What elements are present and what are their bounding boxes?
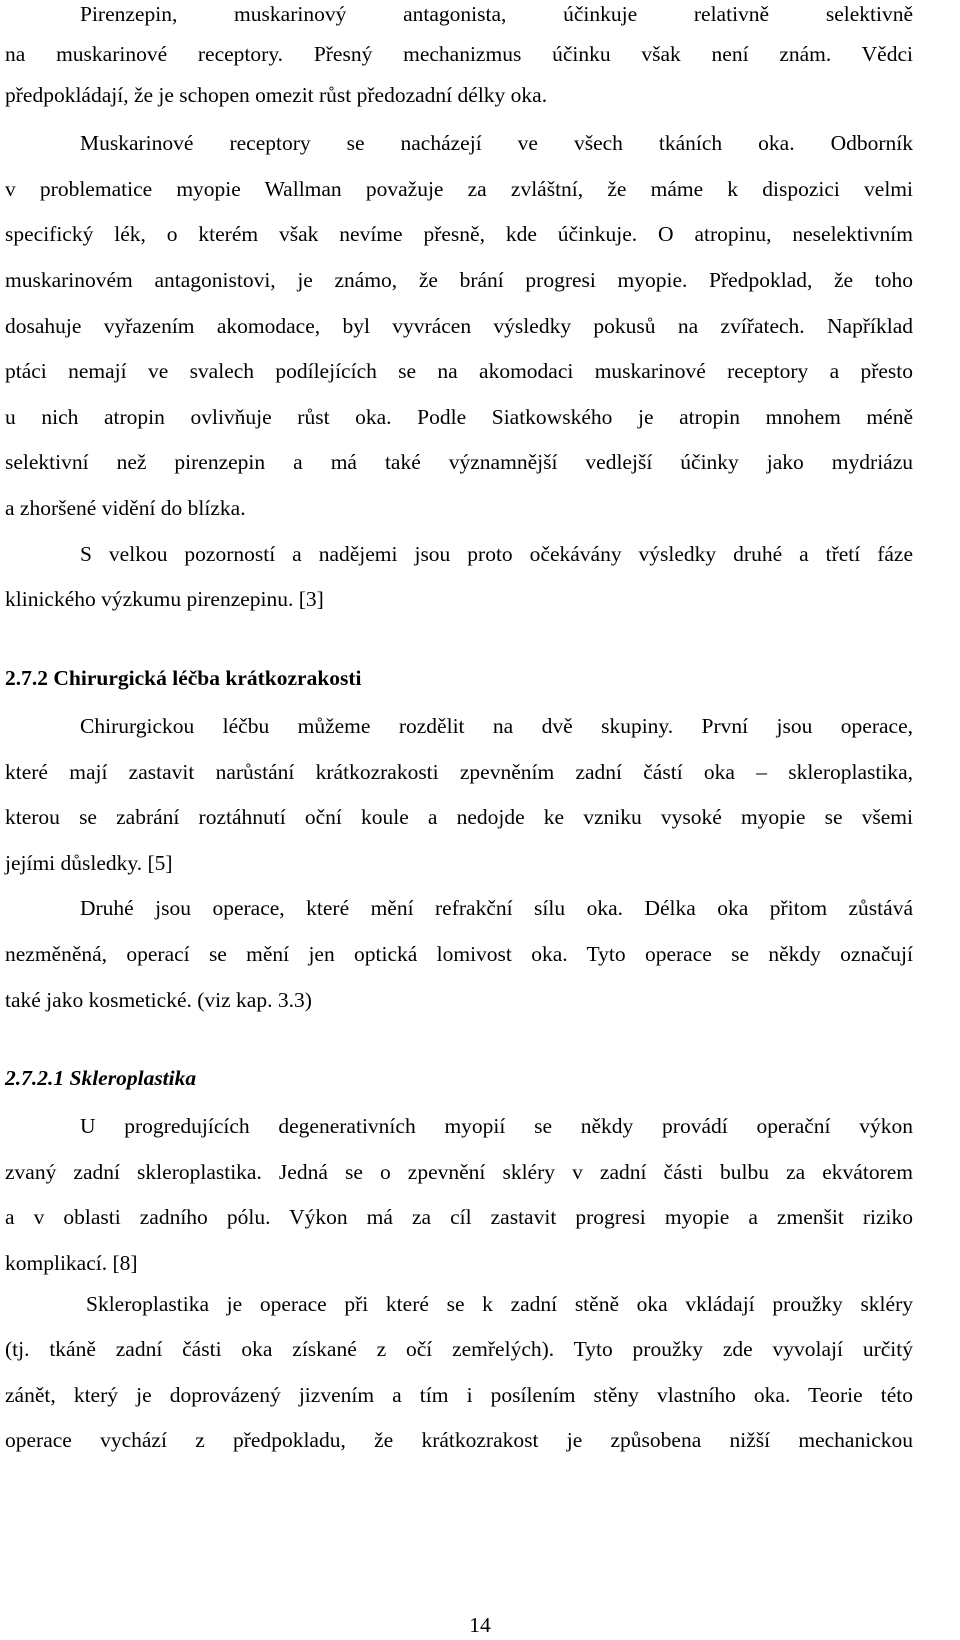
text-line: komplikací. [8] [5,1251,138,1275]
page-number: 14 [469,1613,491,1637]
text-line: Druhé jsou operace, které mění refrakční sílu oka. Délka oka přitom zůstává [80,896,913,920]
text-line: kterou se zabrání roztáhnutí oční koule a nedojde ke vzniku vysoké myopie se všemi [5,805,913,829]
text-line: u nich atropin ovlivňuje růst oka. Podle Siatkowského je atropin mnohem méně [5,405,913,429]
text-line: v problematice myopie Wallman považuje za zvláštní, že máme k dispozici velmi [5,177,913,201]
text-line: klinického výzkumu pirenzepinu. [3] [5,587,324,611]
text-line: selektivní než pirenzepin a má také významnější vedlejší účinky jako mydriázu [5,450,913,474]
text-line: jejími důsledky. [5] [5,851,173,875]
text-line: a v oblasti zadního pólu. Výkon má za cíl zastavit progresi myopie a zmenšit riziko [5,1205,913,1229]
text-line: na muskarinové receptory. Přesný mechanizmus účinku však není znám. Vědci [5,42,913,66]
text-line: zánět, který je doprovázený jizvením a tím i posílením stěny vlastního oka. Teorie této [5,1383,913,1407]
text-line: Skleroplastika je operace při které se k zadní stěně oka vkládají proužky skléry [86,1292,913,1316]
text-line: také jako kosmetické. (viz kap. 3.3) [5,988,312,1012]
text-line: (tj. tkáně zadní části oka získané z očí zemřelých). Tyto proužky zde vyvolají určitý [5,1337,913,1361]
text-line: U progredujících degenerativních myopií se někdy provádí operační výkon [80,1114,913,1138]
text-line: operace vychází z předpokladu, že krátkozrakost je způsobena nižší mechanickou [5,1428,913,1452]
text-line: specifický lék, o kterém však nevíme přesně, kde účinkuje. O atropinu, neselektivním [5,222,913,246]
text-line: ptáci nemají ve svalech podílejících se na akomodaci muskarinové receptory a přesto [5,359,913,383]
text-line: nezměněná, operací se mění jen optická lomivost oka. Tyto operace se někdy označují [5,942,913,966]
text-line: Muskarinové receptory se nacházejí ve všech tkáních oka. Odborník [80,131,913,155]
text-line: dosahuje vyřazením akomodace, byl vyvrácen výsledky pokusů na zvířatech. Například [5,314,913,338]
text-line: muskarinovém antagonistovi, je známo, že brání progresi myopie. Předpoklad, že toho [5,268,913,292]
text-line: a zhoršené vidění do blízka. [5,496,246,520]
subsection-heading: 2.7.2.1 Skleroplastika [5,1066,197,1090]
text-line: Pirenzepin, muskarinový antagonista, účinkuje relativně selektivně [80,2,913,26]
text-line: S velkou pozorností a nadějemi jsou proto očekávány výsledky druhé a třetí fáze [80,542,913,566]
text-line: které mají zastavit narůstání krátkozrakosti zpevněním zadní částí oka – skleroplastika, [5,760,913,784]
text-line: zvaný zadní skleroplastika. Jedná se o zpevnění skléry v zadní části bulbu za ekvátorem [5,1160,913,1184]
section-heading: 2.7.2 Chirurgická léčba krátkozrakosti [5,666,362,690]
text-line: Chirurgickou léčbu můžeme rozdělit na dvě skupiny. První jsou operace, [80,714,913,738]
text-line: předpokládají, že je schopen omezit růst předozadní délky oka. [5,83,548,107]
